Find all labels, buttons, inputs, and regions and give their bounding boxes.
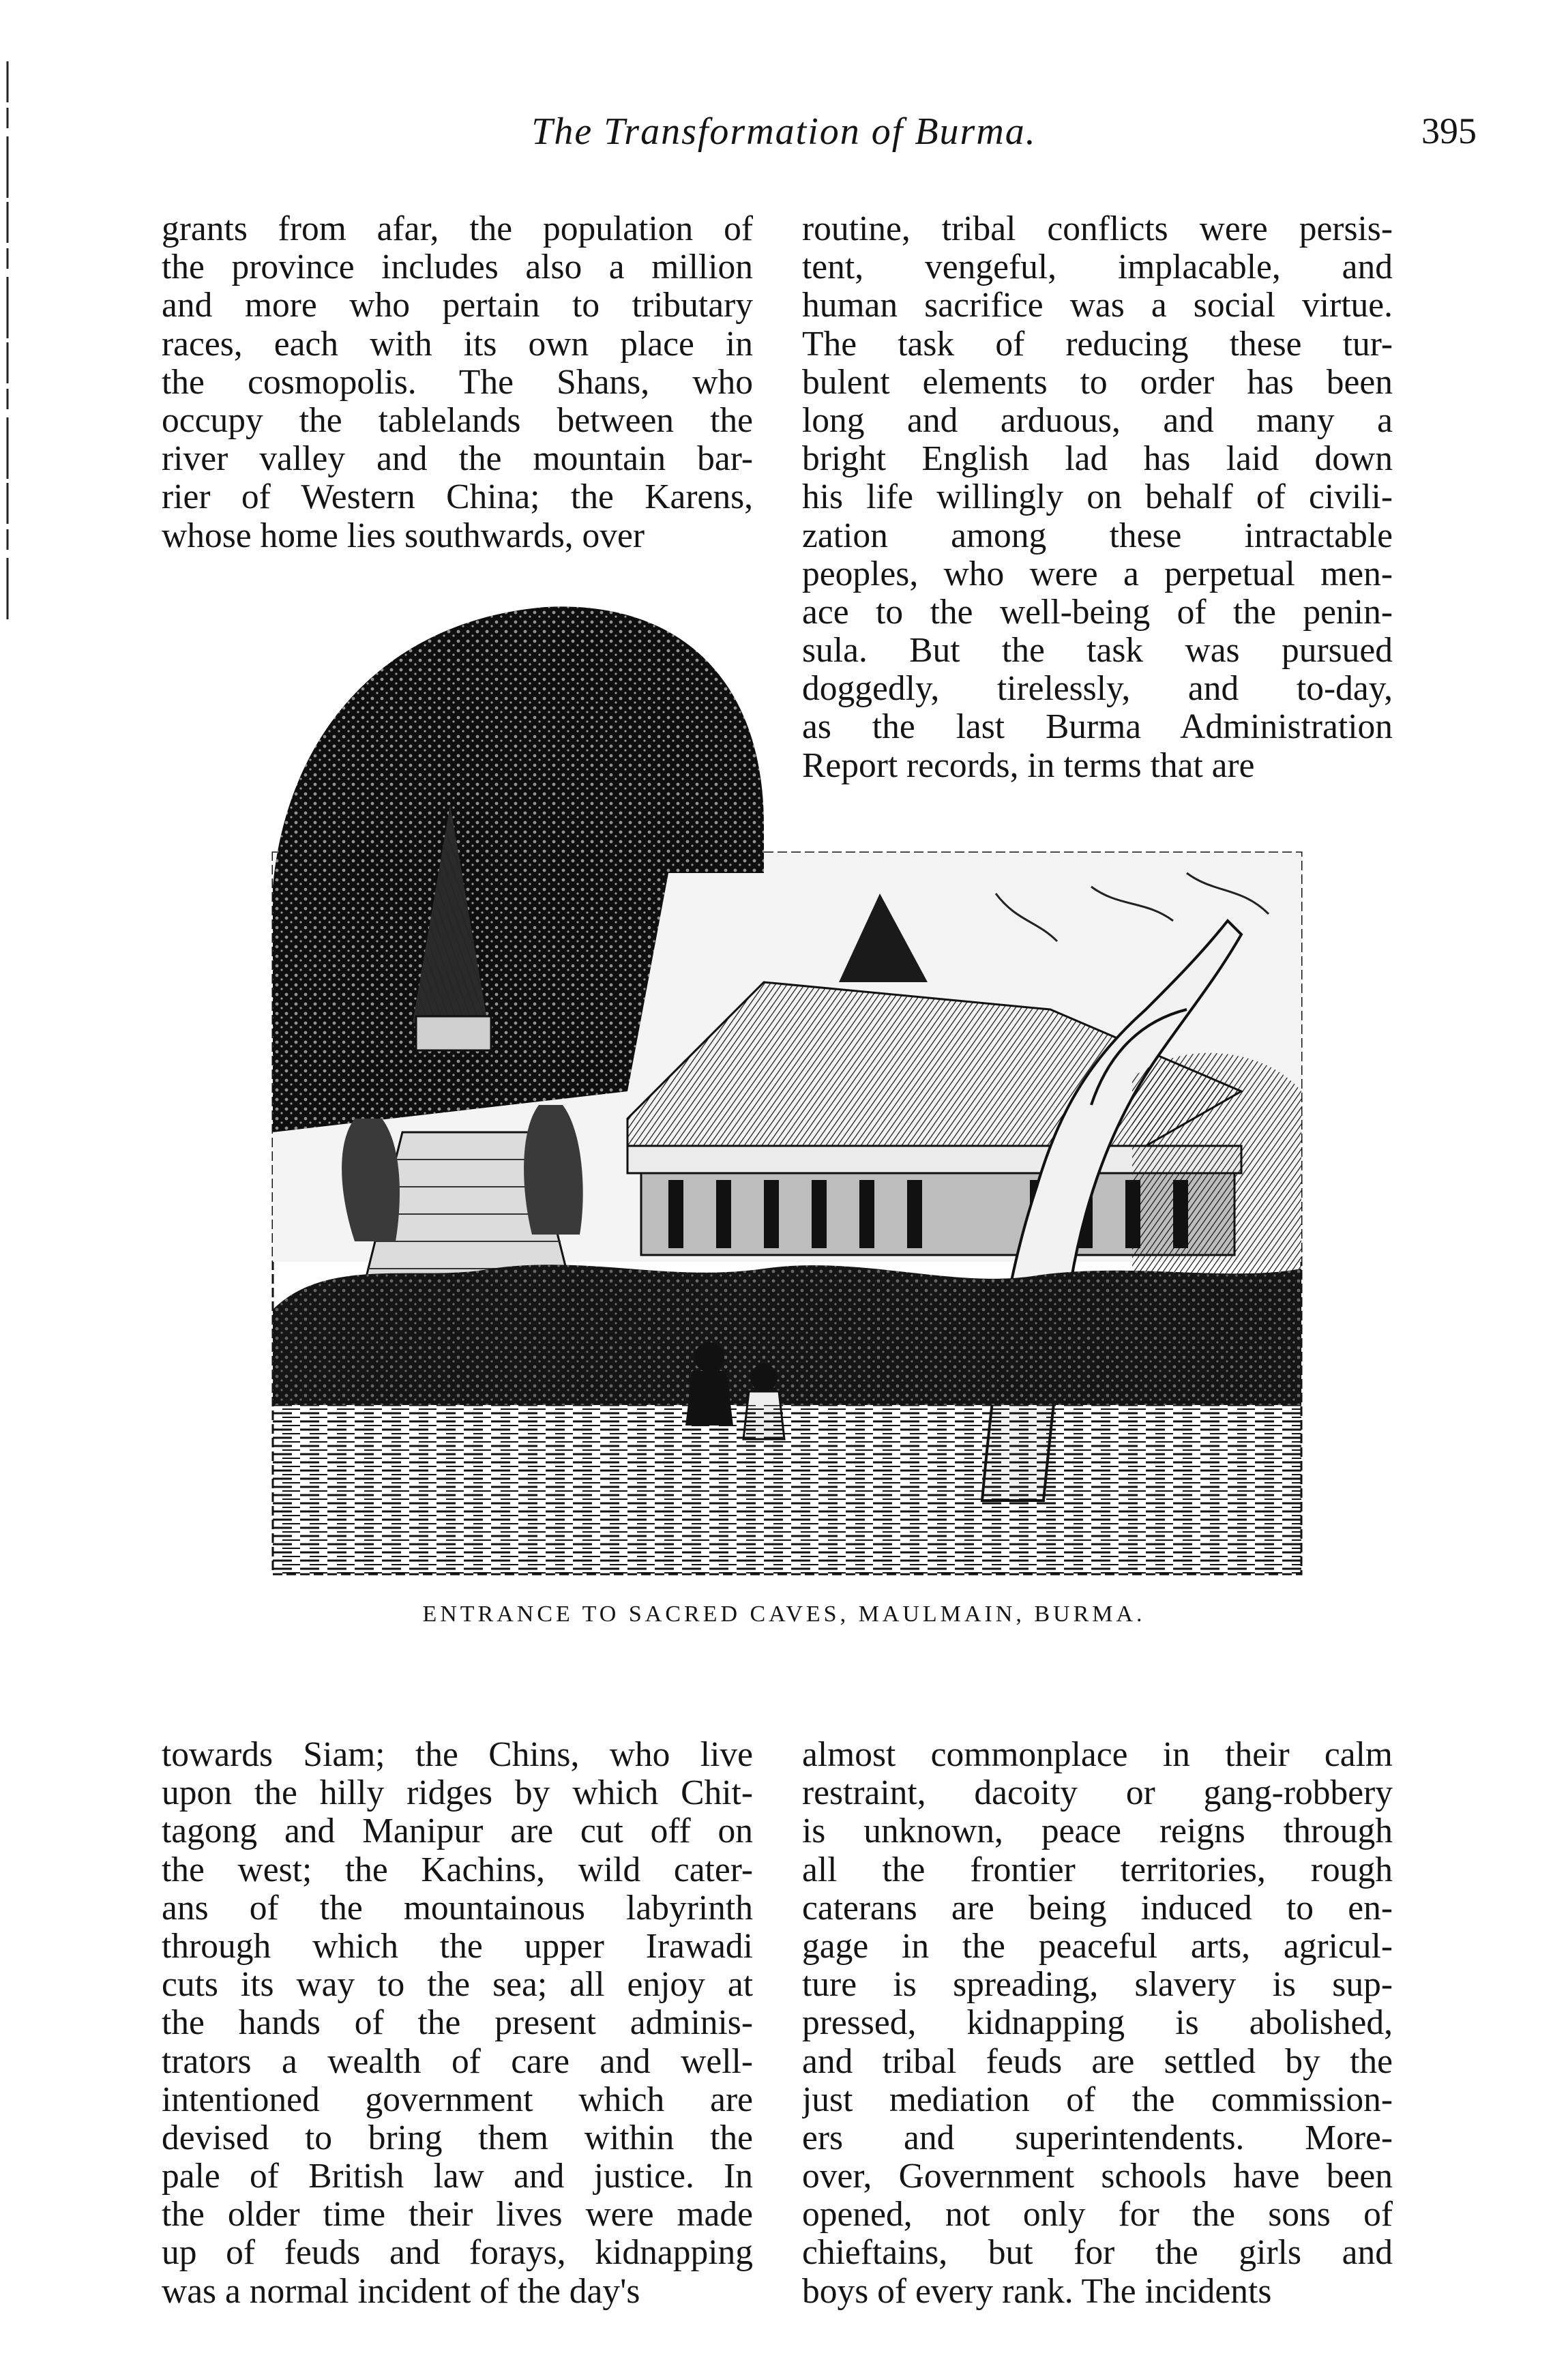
text-line: bulent elements to order has been: [802, 363, 1393, 402]
text-line: human sacrifice was a social virtue.: [802, 286, 1393, 325]
text-line: doggedly, tirelessly, and to-day,: [802, 670, 1393, 709]
text-line: ans of the mountainous labyrinth: [162, 1889, 753, 1928]
running-header-title: The Transformation of Burma.: [531, 110, 1037, 153]
text-line: caterans are being induced to en-: [802, 1889, 1393, 1928]
text-line: peoples, who were a perpetual men-: [802, 555, 1393, 593]
text-line: rier of Western China; the Karens,: [162, 478, 753, 517]
text-line: cuts its way to the sea; all enjoy at: [162, 1966, 753, 2005]
text-line: trators a wealth of care and well-: [162, 2042, 753, 2081]
text-line: and tribal feuds are settled by the: [802, 2042, 1393, 2081]
text-line: Report records, in terms that are: [802, 746, 1255, 785]
text-line: just mediation of the commission-: [802, 2080, 1393, 2119]
page-number: 395: [1421, 110, 1477, 151]
text-line: his life willingly on behalf of civili-: [802, 478, 1393, 517]
text-line: pressed, kidnapping is abolished,: [802, 2004, 1393, 2043]
text-line: boys of every rank. The incidents: [802, 2272, 1272, 2311]
text-line: the cosmopolis. The Shans, who: [162, 363, 753, 402]
text-line: as the last Burma Administration: [802, 708, 1393, 747]
text-line: ace to the well-being of the penin-: [802, 593, 1393, 632]
text-line: restraint, dacoity or gang-robbery: [802, 1774, 1393, 1813]
text-line: whose home lies southwards, over: [162, 516, 645, 555]
text-column-left-bottom: [162, 1736, 753, 2311]
text-line: routine, tribal conflicts were persis-: [802, 210, 1393, 248]
text-line: opened, not only for the sons of: [802, 2196, 1393, 2234]
text-line: was a normal incident of the day's: [162, 2272, 640, 2311]
text-line: gage in the peaceful arts, agricul-: [802, 1927, 1393, 1966]
text-column-right-bottom: [802, 1736, 1393, 2311]
text-line: races, each with its own place in: [162, 325, 753, 364]
text-line: sula. But the task was pursued: [802, 632, 1393, 670]
text-line: the province includes also a million: [162, 248, 753, 287]
text-line: ers and superintendents. More-: [802, 2118, 1393, 2157]
text-line: intentioned government which are: [162, 2080, 753, 2119]
text-line: ture is spreading, slavery is sup-: [802, 1966, 1393, 2005]
text-line: and more who pertain to tributary: [162, 286, 753, 325]
text-line: almost commonplace in their calm: [802, 1736, 1393, 1774]
text-line: pale of British law and justice. In: [162, 2157, 753, 2196]
text-line: up of feuds and forays, kidnapping: [162, 2234, 753, 2273]
text-line: upon the hilly ridges by which Chit-: [162, 1774, 753, 1813]
text-column-left-top: [162, 210, 753, 555]
text-line: through which the upper Irawadi: [162, 1927, 753, 1966]
text-line: the older time their lives were made: [162, 2196, 753, 2234]
text-line: grants from afar, the population of: [162, 210, 753, 248]
text-line: tagong and Manipur are cut off on: [162, 1812, 753, 1851]
figure-caption: ENTRANCE TO SACRED CAVES, MAULMAIN, BURMA.: [422, 1601, 1146, 1627]
text-line: the west; the Kachins, wild cater-: [162, 1850, 753, 1889]
text-line: occupy the tablelands between the: [162, 401, 753, 440]
text-line: the hands of the present adminis-: [162, 2004, 753, 2043]
text-line: devised to bring them within the: [162, 2118, 753, 2157]
text-line: tent, vengeful, implacable, and: [802, 248, 1393, 287]
engraving-illustration: [246, 600, 1323, 1582]
text-line: over, Government schools have been: [802, 2157, 1393, 2196]
text-line: river valley and the mountain bar-: [162, 440, 753, 479]
text-line: The task of reducing these tur-: [802, 325, 1393, 364]
text-line: is unknown, peace reigns through: [802, 1812, 1393, 1851]
text-line: bright English lad has laid down: [802, 440, 1393, 479]
text-line: all the frontier territories, rough: [802, 1850, 1393, 1889]
text-line: towards Siam; the Chins, who live: [162, 1736, 753, 1774]
text-line: zation among these intractable: [802, 516, 1393, 555]
text-line: long and arduous, and many a: [802, 401, 1393, 440]
text-line: chieftains, but for the girls and: [802, 2234, 1393, 2273]
